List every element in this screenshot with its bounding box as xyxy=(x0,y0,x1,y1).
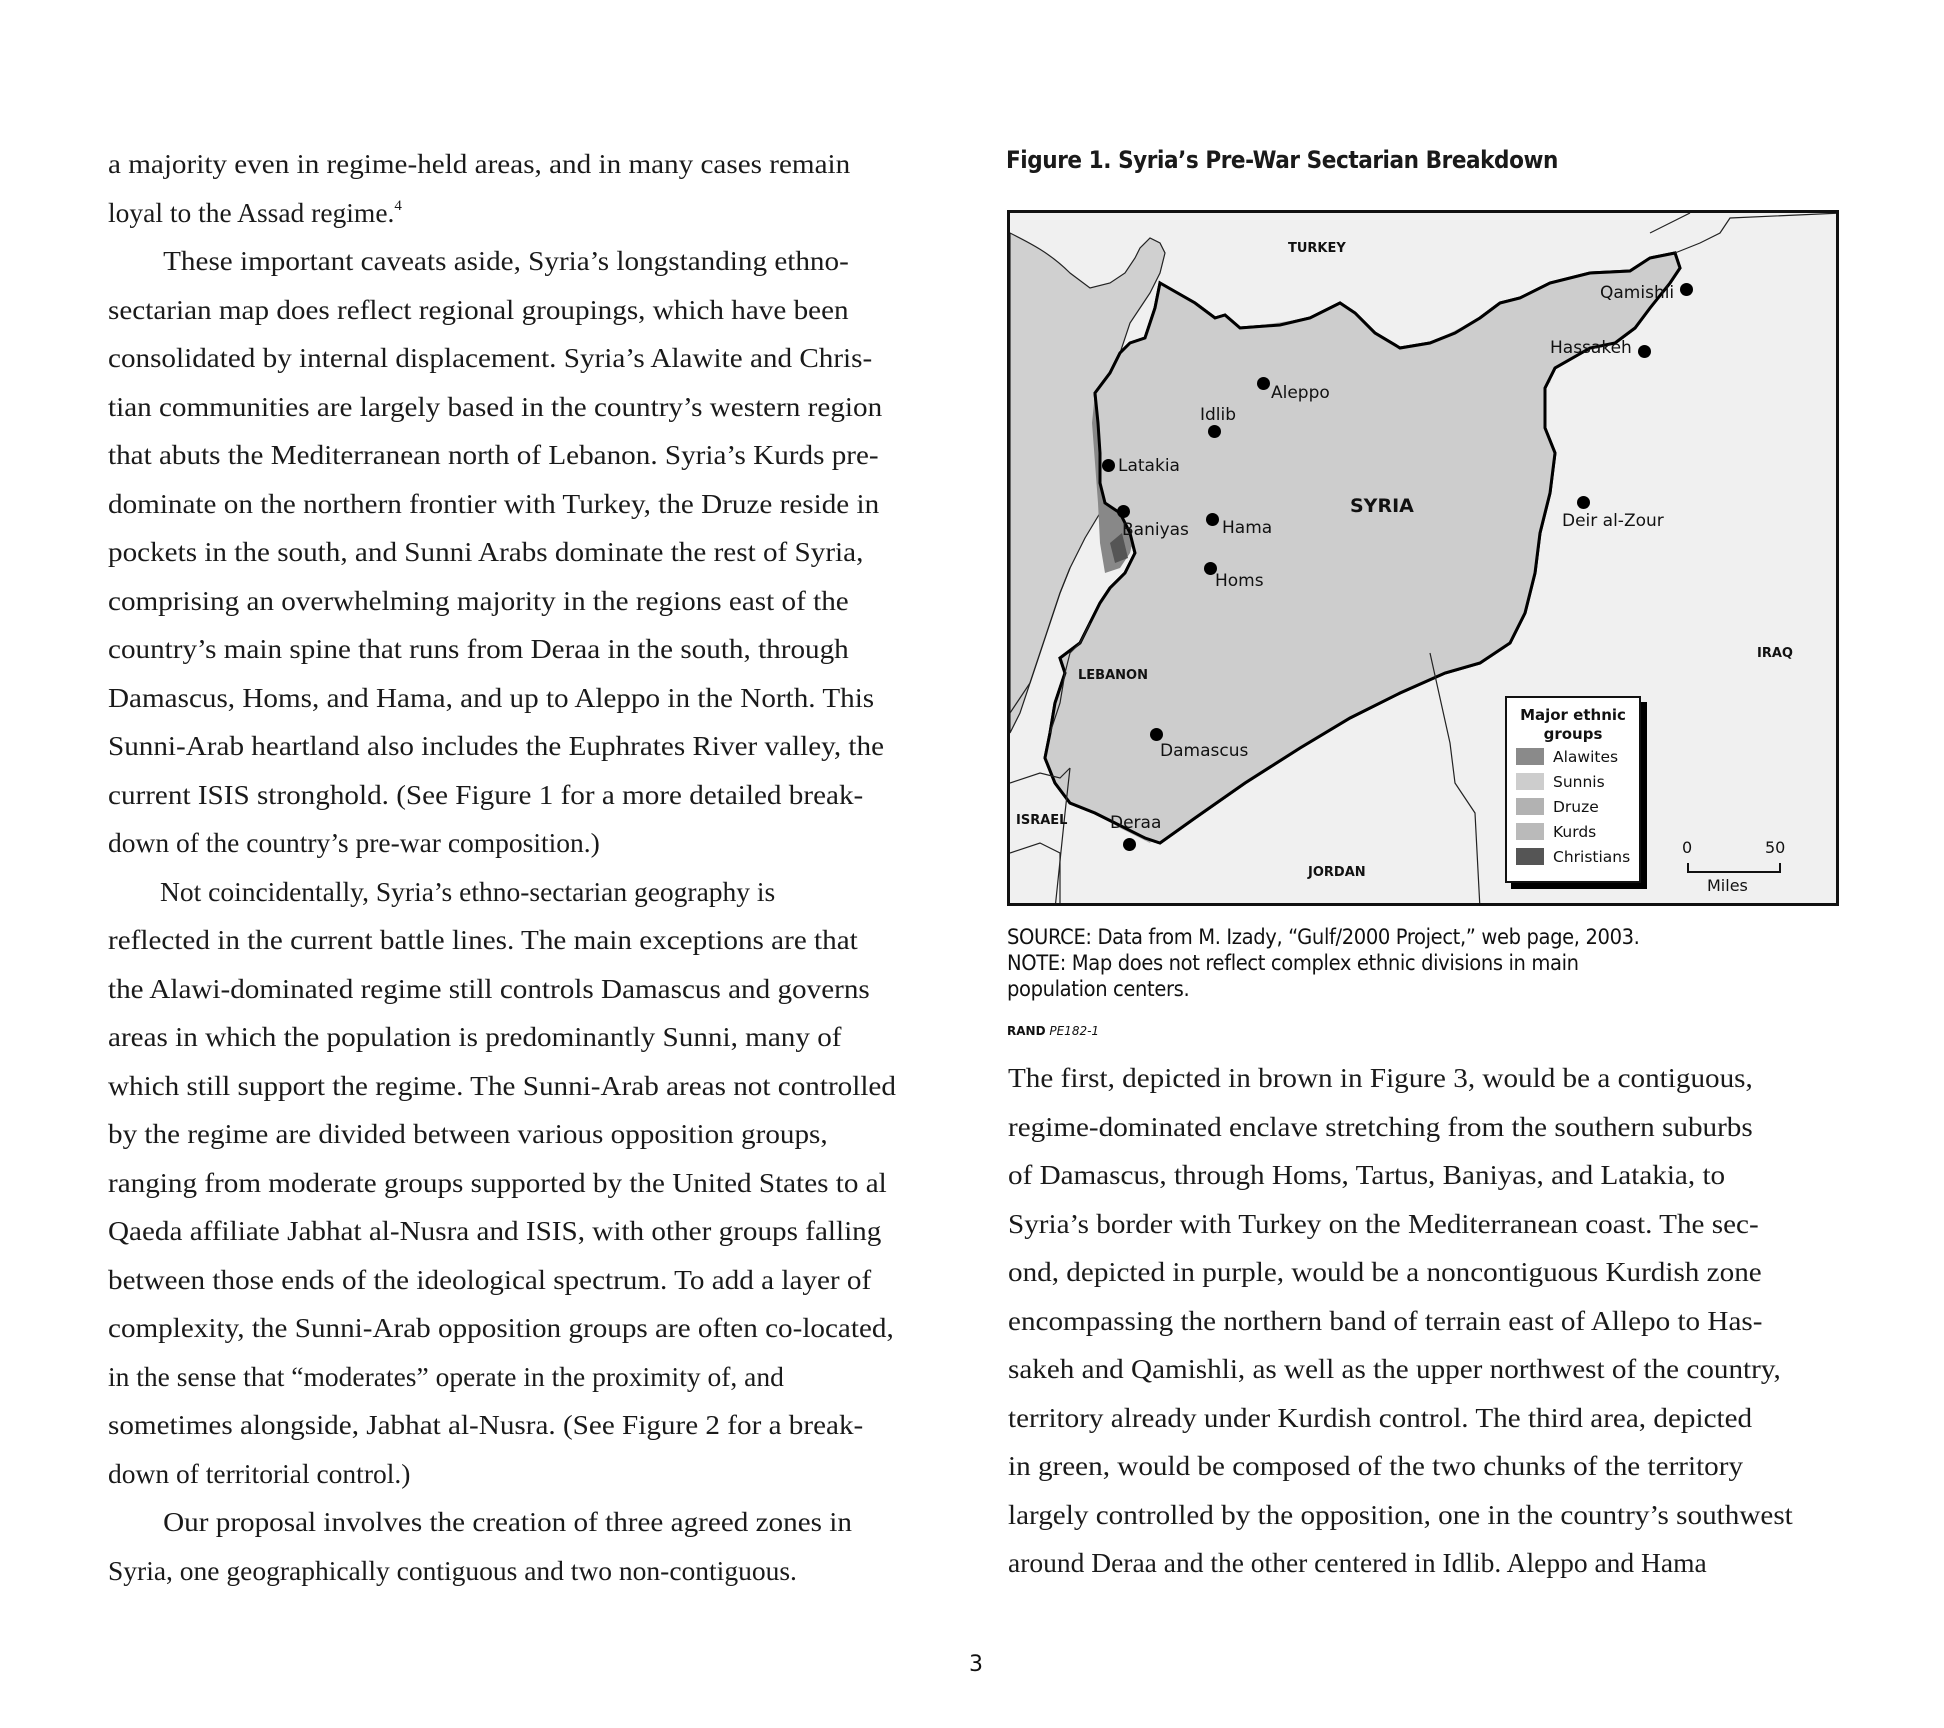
label-hama: Hama xyxy=(1222,518,1273,538)
paragraph-line: of Damascus, through Homs, Tartus, Baniyas, and Latakia, to xyxy=(1008,1159,1726,1190)
swatch-christians xyxy=(1516,848,1544,865)
paragraph-line: reflected in the current battle lines. The main exceptions are that xyxy=(108,924,858,955)
city-marker-aleppo xyxy=(1257,377,1270,390)
paragraph-line: sometimes alongside, Jabhat al-Nusra. (See Figure 2 for a break- xyxy=(108,1409,864,1440)
figure-note-line: NOTE: Map does not reflect complex ethnic divisions in main xyxy=(1007,951,1579,975)
label-aleppo: Aleppo xyxy=(1271,383,1330,403)
swatch-alawites xyxy=(1516,748,1544,765)
paragraph-line: Qaeda affiliate Jabhat al-Nusra and ISIS, with other groups falling xyxy=(108,1215,882,1246)
figure-credit xyxy=(1007,1024,1099,1038)
paragraph-line: between those ends of the ideological spectrum. To add a layer of xyxy=(108,1263,872,1295)
city-marker-latakia xyxy=(1102,459,1115,472)
city-marker-baniyas xyxy=(1117,505,1130,518)
legend-item-sunnis xyxy=(1507,769,1639,794)
paragraph-line: country’s main spine that runs from Deraa in the south, through xyxy=(108,633,849,664)
figure-caption xyxy=(1007,924,1640,1002)
legend-label: Sunnis xyxy=(1553,772,1605,791)
label-iraq: IRAQ xyxy=(1757,646,1793,661)
legend-label: Druze xyxy=(1553,797,1599,816)
label-deraa: Deraa xyxy=(1110,813,1162,833)
paragraph-line: loyal to the Assad regime.$^4$ xyxy=(108,196,402,228)
paragraph-line: which still support the regime. The Sunni-Arab areas not controlled xyxy=(108,1069,896,1101)
swatch-druze xyxy=(1516,798,1544,815)
map-graphic xyxy=(1010,213,1839,906)
figure-title: Figure 1. Syria’s Pre-War Sectarian Breakdown xyxy=(1006,146,1558,174)
paragraph-line: Syria’s border with Turkey on the Mediterranean coast. The sec- xyxy=(1008,1207,1759,1239)
paragraph-line: down of the country’s pre-war composition.) xyxy=(108,827,600,858)
scale-line xyxy=(1687,863,1781,873)
paragraph-line: The first, depicted in brown in Figure 3, would be a contiguous, xyxy=(1008,1062,1753,1093)
paragraph-line: around Deraa and the other centered in Idlib. Aleppo and Hama xyxy=(1008,1547,1707,1578)
city-marker-damascus xyxy=(1150,728,1163,741)
paragraph-line: Not coincidentally, Syria’s ethno-sectarian geography is xyxy=(160,875,776,907)
label-qamishli: Qamishli xyxy=(1600,283,1675,303)
legend-label: Christians xyxy=(1553,847,1631,866)
swatch-sunnis xyxy=(1516,773,1544,790)
paragraph-line: a majority even in regime-held areas, and in many cases remain xyxy=(108,148,851,179)
label-syria: SYRIA xyxy=(1350,495,1414,517)
label-latakia: Latakia xyxy=(1118,456,1180,476)
label-israel: ISRAEL xyxy=(1016,813,1068,828)
label-deir-al-zour: Deir al-Zour xyxy=(1562,511,1664,531)
page-number: 3 xyxy=(969,1652,983,1677)
paragraph-line: tian communities are largely based in the country’s western region xyxy=(108,390,883,422)
paragraph-line: sectarian map does reflect regional groupings, which have been xyxy=(108,293,849,325)
paragraph-line: Sunni-Arab heartland also includes the Euphrates River valley, the xyxy=(108,730,885,761)
label-idlib: Idlib xyxy=(1200,405,1237,425)
legend-label: Kurds xyxy=(1553,822,1597,841)
paragraph-line: encompassing the northern band of terrain east of Allepo to Has- xyxy=(1008,1304,1763,1336)
paragraph-line: These important caveats aside, Syria’s longstanding ethno- xyxy=(163,245,849,276)
scale-max: 50 xyxy=(1765,838,1786,857)
syria-ethnic-map xyxy=(1007,210,1839,906)
paragraph-line: Syria, one geographically contiguous and two non-contiguous. xyxy=(108,1554,797,1586)
label-homs: Homs xyxy=(1215,571,1264,591)
legend-item-christians xyxy=(1507,844,1639,869)
city-marker-idlib xyxy=(1208,425,1221,438)
paragraph-line: pockets in the south, and Sunni Arabs dominate the rest of Syria, xyxy=(108,536,864,567)
paragraph-line: regime-dominated enclave stretching from the southern suburbs xyxy=(1008,1110,1753,1142)
paragraph-line: ranging from moderate groups supported by the United States to al xyxy=(108,1166,887,1198)
paragraph-line: that abuts the Mediterranean north of Lebanon. Syria’s Kurds pre- xyxy=(108,439,879,470)
label-damascus: Damascus xyxy=(1160,741,1249,761)
label-turkey: TURKEY xyxy=(1288,241,1346,256)
paragraph-line: in green, would be composed of the two chunks of the territory xyxy=(1008,1450,1744,1481)
legend-title: Major ethnic groups xyxy=(1520,706,1626,743)
legend-item-alawites xyxy=(1507,744,1639,769)
paragraph-line: Our proposal involves the creation of three agreed zones in xyxy=(163,1506,852,1537)
paragraph-line: complexity, the Sunni-Arab opposition groups are often co-located, xyxy=(108,1312,894,1343)
paragraph-line: current ISIS stronghold. (See Figure 1 for a more detailed break- xyxy=(108,778,864,810)
paragraph-line: consolidated by internal displacement. Syria’s Alawite and Chris- xyxy=(108,342,873,373)
map-scale-bar xyxy=(1675,838,1805,898)
paragraph-line: ond, depicted in purple, would be a noncontiguous Kurdish zone xyxy=(1008,1256,1762,1287)
figure-source: SOURCE: Data from M. Izady, “Gulf/2000 Project,” web page, 2003. xyxy=(1007,925,1640,949)
label-lebanon: LEBANON xyxy=(1078,668,1148,683)
footnote-ref[interactable]: 4 xyxy=(394,197,402,214)
map-legend xyxy=(1505,696,1641,883)
label-jordan: JORDAN xyxy=(1308,865,1366,880)
paragraph-line: dominate on the northern frontier with Turkey, the Druze reside in xyxy=(108,487,880,519)
figure-note-line: population centers. xyxy=(1007,977,1190,1001)
paragraph-line: areas in which the population is predominantly Sunni, many of xyxy=(108,1021,842,1052)
credit-id: PE182-1 xyxy=(1049,1024,1100,1038)
legend-label: Alawites xyxy=(1553,747,1619,766)
city-marker-deraa xyxy=(1123,838,1136,851)
paragraph-line: Damascus, Homs, and Hama, and up to Aleppo in the North. This xyxy=(108,681,875,713)
paragraph-line: largely controlled by the opposition, one in the country’s southwest xyxy=(1008,1498,1793,1530)
city-marker-hama xyxy=(1206,513,1219,526)
city-marker-hassakeh xyxy=(1638,345,1651,358)
paragraph-line: comprising an overwhelming majority in the regions east of the xyxy=(108,584,849,616)
scale-unit: Miles xyxy=(1707,876,1748,895)
paragraph-line: in the sense that “moderates” operate in the proximity of, and xyxy=(108,1360,784,1392)
city-marker-qamishli xyxy=(1680,283,1693,296)
swatch-kurds xyxy=(1516,823,1544,840)
legend-item-kurds xyxy=(1507,819,1639,844)
credit-org: RAND xyxy=(1007,1024,1046,1038)
scale-min: 0 xyxy=(1682,838,1693,857)
paragraph-line: by the regime are divided between various opposition groups, xyxy=(108,1118,828,1149)
label-hassakeh: Hassakeh xyxy=(1550,338,1632,358)
label-baniyas: Baniyas xyxy=(1122,520,1189,540)
legend-item-druze xyxy=(1507,794,1639,819)
paragraph-line: down of territorial control.) xyxy=(108,1457,411,1489)
city-marker-deir-al-zour xyxy=(1577,496,1590,509)
paragraph-line: territory already under Kurdish control. The third area, depicted xyxy=(1008,1401,1753,1433)
paragraph-line: sakeh and Qamishli, as well as the upper northwest of the country, xyxy=(1008,1353,1781,1384)
paragraph-line: the Alawi-dominated regime still controls Damascus and governs xyxy=(108,972,870,1004)
